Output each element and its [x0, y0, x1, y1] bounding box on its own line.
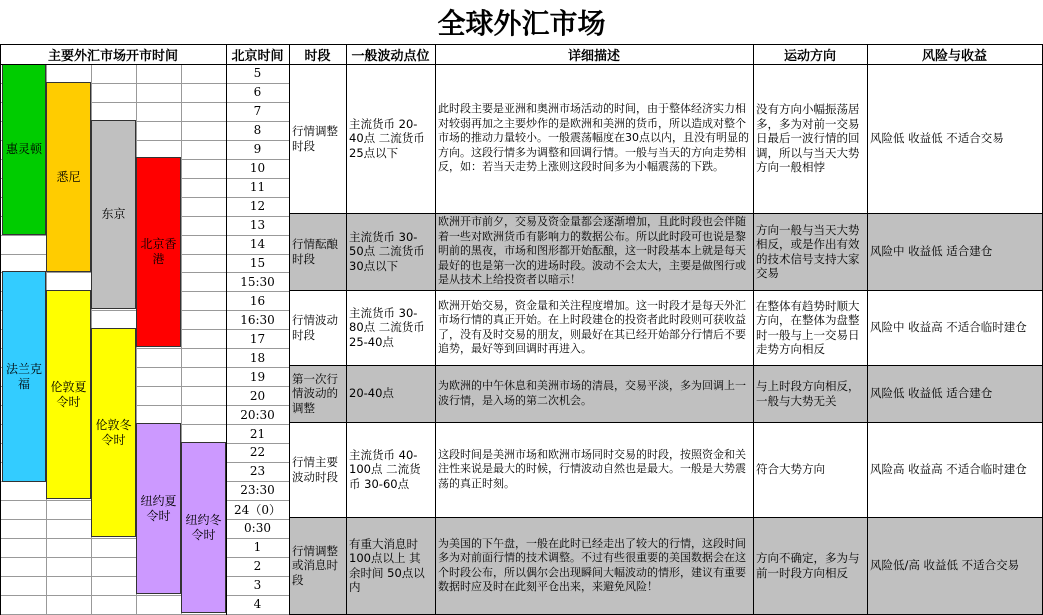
- row-5-description: 这段时间是美洲市场和欧洲市场同时交易的时段，按照资金和关注性来说是最大的时候，行情波动自然也是最大。一般是大势震荡的真正时刻。: [438, 447, 746, 490]
- beijing-time-cell: 18: [249, 350, 266, 365]
- beijing-time-cell: 23:30: [240, 483, 275, 498]
- row-2-risk: 风险中 收益低 适合建仓: [870, 244, 993, 259]
- table-line: [435, 44, 436, 615]
- table-line: [226, 44, 227, 615]
- beijing-time-cell: 10: [249, 161, 266, 176]
- beijing-time-cell: 22: [249, 445, 266, 460]
- beijing-time-cell: 19: [249, 369, 266, 384]
- row-4-direction: 与上时段方向相反，一般与大势无关: [756, 379, 860, 408]
- row-2-volatility: 主流货币 30-50点 二流货币 30点以下: [349, 229, 425, 273]
- beijing-time-cell: 8: [253, 123, 262, 138]
- row-6-period: 行情调整或消息时段: [292, 543, 338, 587]
- market-bar-newyork-winter: 纽约冬令时: [181, 442, 226, 613]
- beijing-time-cell: 20: [249, 388, 266, 403]
- table-line: [289, 290, 1043, 291]
- row-2-description: 欧洲开市前夕，交易及资金量都会逐渐增加，且此时段也会伴随着一些对欧洲货币有影响力的数据公布。所以此时段可也说是黎明前的黑夜，市场和图形都开始酝酿，这一时段基本上就是每天最好的也是第一次的进场时段。波动不会太大，主要是做图行或是从技术上给投资者以暗示！: [438, 215, 746, 287]
- beijing-time-cell: 6: [253, 85, 262, 100]
- row-3-direction: 在整体有趋势时顺大方向，在整体为盘整时一般与上一交易日走势方向相反: [756, 298, 860, 356]
- table-line: [289, 422, 1043, 423]
- beijing-time-cell: 17: [249, 331, 266, 346]
- market-bar-newyork-summer: 纽约夏令时: [136, 423, 181, 594]
- grid-line: [0, 614, 289, 615]
- beijing-time-cell: 12: [249, 199, 266, 214]
- beijing-time-cell: 9: [253, 142, 262, 157]
- market-bar-london-summer: 伦敦夏令时: [46, 290, 91, 499]
- market-bar-tokyo: 东京: [91, 120, 136, 309]
- beijing-time-cell: 0:30: [244, 521, 271, 536]
- beijing-time-cell: 1: [253, 540, 262, 555]
- table-line: [289, 44, 290, 615]
- row-3-description: 欧洲开始交易，资金量和关注程度增加。这一时段才是每天外汇市场行情的真正开始。在上时段建仓的投资者此时段则可获收益了，没有及时交易的朋友，则最好在其已经开始部分行情后不要追势，最好等到回调时再进入。: [438, 298, 746, 355]
- row-6-volatility: 有重大消息时100点以上 其余时间 50点以内: [349, 536, 425, 594]
- beijing-time-cell: 13: [249, 218, 266, 233]
- market-bar-sydney: 悉尼: [46, 82, 91, 272]
- row-5-direction: 符合大势方向: [756, 462, 825, 477]
- table-line: [289, 517, 1043, 518]
- beijing-time-cell: 3: [253, 578, 262, 593]
- beijing-time-cell: 5: [253, 66, 262, 81]
- beijing-time-cell: 21: [249, 426, 266, 441]
- beijing-time-cell: 15:30: [240, 274, 275, 289]
- table-line: [0, 64, 1043, 65]
- row-6-direction: 方向不确定，多为与前一时段方向相反: [756, 551, 860, 580]
- market-bar-frankfurt: 法兰克福: [2, 271, 46, 482]
- beijing-time-cell: 24（0）: [234, 502, 281, 517]
- row-6-description: 为美国的下午盘，一般在此时已经走出了较大的行情，这段时间多为对前面行情的技术调整。不过有些很重要的美国数据会在这个时段公布，所以偶尔会出现瞬间大幅波动的情形，建议有重要数据时应及时在此刻平仓出来，来避免风险！: [438, 536, 746, 593]
- row-1-direction: 没有方向小幅振荡居多，多为对前一交易日最后一波行情的回调，所以与当天大势方向一般相悖: [756, 102, 860, 175]
- header-beijing-time: 北京时间: [231, 48, 284, 64]
- header-direction: 运动方向: [783, 48, 836, 64]
- row-6-risk: 风险低/高 收益低 不适合交易: [870, 558, 1020, 573]
- table-line: [0, 44, 1043, 45]
- header-market-open: 主要外汇市场开市时间: [47, 48, 178, 64]
- beijing-time-cell: 4: [253, 597, 262, 612]
- row-1-risk: 风险低 收益低 不适合交易: [870, 131, 1004, 146]
- row-1-period: 行情调整时段: [292, 124, 338, 153]
- row-2-period: 行情酝酿时段: [292, 237, 338, 266]
- beijing-time-cell: 7: [253, 104, 262, 119]
- row-1-volatility: 主流货币 20-40点 二流货币 25点以下: [349, 116, 425, 160]
- beijing-time-cell: 16: [249, 293, 266, 308]
- row-4-description: 为欧洲的中午休息和美洲市场的清晨，交易平淡，多为回调上一波行情，是入场的第二次机会。: [438, 379, 746, 407]
- table-line: [867, 44, 868, 615]
- market-bar-london-winter: 伦敦冬令时: [91, 328, 136, 537]
- header-period: 时段: [304, 48, 331, 64]
- beijing-time-cell: 20:30: [240, 407, 275, 422]
- row-4-period: 第一次行情波动的调整: [292, 371, 338, 415]
- row-5-volatility: 主流货币 40-100点 二流货币 30-60点: [349, 447, 421, 491]
- row-3-volatility: 主流货币 30-80点 二流货币 25-40点: [349, 305, 425, 349]
- beijing-time-cell: 11: [249, 180, 266, 195]
- row-1-description: 此时段主要是亚洲和奥洲市场活动的时间，由于整体经济实力相对较弱再加之主要炒作的是欧洲和美洲的货币，所以造成对整个市场的推动力量较小。一般震荡幅度在30点以内，且没有明显的方向。这段行情多为调整和回调行情。一般与当天的方向走势相反，如：若当天走势上涨则这段时间多为小幅震荡的下跌。: [438, 102, 749, 174]
- row-4-risk: 风险低 收益低 适合建仓: [870, 386, 993, 401]
- beijing-time-cell: 23: [249, 464, 266, 479]
- beijing-time-cell: 15: [249, 255, 266, 270]
- row-3-period: 行情波动时段: [292, 313, 338, 342]
- header-description: 详细描述: [567, 48, 620, 64]
- table-line: [289, 365, 1043, 366]
- row-5-risk: 风险高 收益高 不适合临时建仓: [870, 462, 1027, 477]
- table-line: [346, 44, 347, 615]
- header-risk: 风险与收益: [921, 48, 987, 64]
- market-bar-wellington: 惠灵顿: [2, 64, 46, 235]
- row-4-volatility: 20-40点: [349, 386, 394, 401]
- row-5-period: 行情主要波动时段: [292, 455, 338, 484]
- table-line: [0, 44, 1, 615]
- market-bar-beijing-hk: 北京香港: [136, 157, 181, 347]
- page-title: 全球外汇市场: [437, 7, 606, 40]
- beijing-time-cell: 16:30: [240, 312, 275, 327]
- beijing-time-cell: 2: [253, 559, 262, 574]
- header-volatility: 一般波动点位: [351, 48, 430, 64]
- row-2-direction: 方向一般与当天大势相反，或是作出有效的技术信号支持大家交易: [756, 222, 860, 280]
- beijing-time-cell: 14: [249, 237, 266, 252]
- table-line: [753, 44, 754, 615]
- row-3-risk: 风险中 收益高 不适合临时建仓: [870, 320, 1027, 335]
- table-line: [289, 213, 1043, 214]
